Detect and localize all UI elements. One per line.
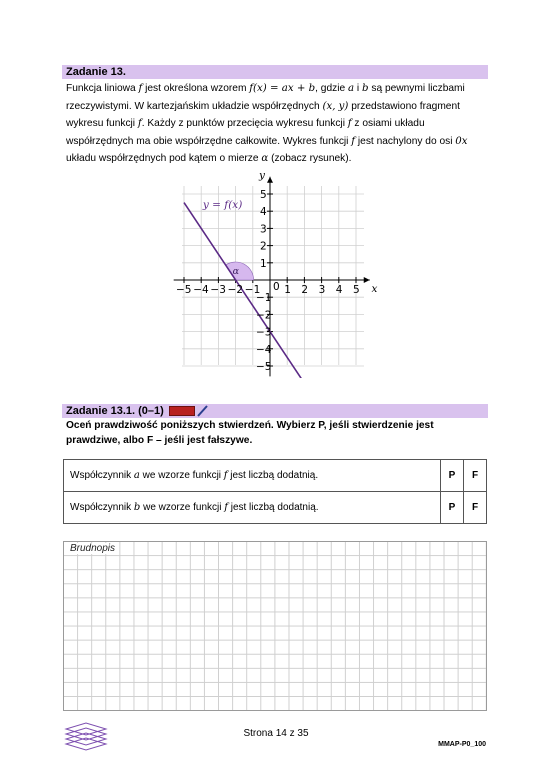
function-graph	[170, 168, 390, 378]
math-0x: 0x	[455, 135, 468, 147]
answer-p-option[interactable]: P	[441, 460, 464, 492]
math-f: f	[347, 118, 352, 129]
y-tick-label: 5	[260, 189, 267, 201]
page-number: Strona 14 z 35	[243, 728, 309, 739]
math-f: f	[223, 470, 228, 481]
x-tick-label: 3	[318, 284, 326, 296]
y-tick-label: 4	[260, 206, 267, 219]
y-tick-label: −2	[256, 309, 272, 322]
answer-f-option[interactable]: F	[464, 492, 487, 524]
x-tick-label: −3	[210, 284, 226, 296]
intro-text: (zobacz rysunek).	[268, 153, 352, 164]
math-alpha: α	[261, 153, 269, 164]
x-axis-label: x	[371, 283, 378, 295]
y-tick-label: −3	[256, 326, 272, 339]
scratch-label: Brudnopis	[70, 543, 116, 554]
intro-text: z osiami układu współrzędnych ma obie współrzędne całkowite. Wykres funkcji	[66, 118, 425, 147]
statement-text	[64, 492, 441, 524]
task-header: Zadanie 13.	[62, 65, 488, 79]
x-tick-label: 1	[284, 284, 291, 296]
task-intro	[66, 80, 486, 168]
x-tick-label: −1	[244, 284, 261, 296]
intro-text: są pewnymi liczbami rzeczywistymi. W kartezjańskim układzie współrzędnych	[66, 83, 465, 112]
scratch-area[interactable]	[63, 541, 487, 711]
math-f: f	[224, 502, 228, 513]
math-formula: f(x) = ax + b	[249, 83, 316, 94]
x-tick-label: −5	[176, 284, 192, 296]
intro-text: układu współrzędnych pod kątem o mierze	[66, 153, 262, 164]
subtask-header	[62, 404, 488, 418]
math-f: f	[351, 135, 356, 147]
angle-label: α	[232, 266, 240, 277]
x-axis-arrow	[364, 277, 370, 283]
intro-text: i	[354, 83, 362, 94]
subtask-instruction: Oceń prawdziwość poniższych stwierdzeń. Wybierz P, jeśli stwierdzenie jest prawdziwe, albo F – jeśli jest fałszywe.	[66, 420, 434, 446]
math-xy: (x, y)	[322, 100, 349, 112]
answer-f-option[interactable]: F	[464, 460, 487, 492]
x-tick-label: 5	[353, 284, 360, 296]
statement-part: we wzorze funkcji	[139, 470, 224, 481]
x-tick-label: 4	[335, 284, 343, 296]
math-a: a	[347, 83, 355, 94]
intro-text: Funkcja liniowa	[66, 83, 139, 94]
intro-text: jest nachylony do osi	[355, 135, 456, 147]
statement-part: jest liczbą dodatnią.	[227, 470, 319, 481]
statement-part: we wzorze funkcji	[140, 502, 225, 513]
points-badge-icon	[169, 406, 195, 416]
intro-text: przedstawiono fragment wykresu funkcji	[66, 100, 460, 129]
y-tick-label: −4	[256, 343, 272, 356]
statements-table	[63, 459, 487, 524]
document-code: MMAP-P0_100	[438, 741, 486, 748]
x-tick-label: 2	[301, 284, 309, 296]
statement-part: Współczynnik	[70, 502, 134, 513]
statement-part: Współczynnik	[70, 470, 134, 481]
y-tick-label: 3	[260, 223, 267, 236]
x-tick-label: −4	[193, 284, 209, 296]
math-f: f	[137, 118, 142, 129]
math-a: a	[133, 470, 140, 481]
y-tick-label: −5	[256, 361, 272, 373]
math-b: b	[362, 83, 369, 94]
math-b: b	[133, 502, 141, 513]
pencil-icon	[196, 405, 208, 417]
y-tick-label: 1	[260, 257, 267, 270]
statement-row	[64, 492, 487, 524]
intro-text: . Każdy z punktów przecięcia wykresu funkcji	[141, 118, 348, 129]
answer-p-option[interactable]: P	[441, 492, 464, 524]
function-label: y = f(x)	[202, 198, 243, 211]
math-f: f	[138, 83, 143, 94]
y-axis-arrow	[267, 177, 273, 183]
intro-text: , gdzie	[315, 83, 348, 94]
x-tick-label: −2	[227, 284, 244, 296]
statement-row	[64, 460, 487, 492]
origin-label: 0	[273, 281, 280, 293]
y-axis-label: y	[259, 169, 265, 182]
y-tick-label: 2	[260, 240, 267, 253]
subtask-title: Zadanie 13.1. (0–1)	[66, 405, 164, 417]
statement-part: jest liczbą dodatnią.	[227, 502, 319, 513]
graph-grid	[182, 186, 364, 366]
statement-text	[64, 460, 441, 492]
intro-text: jest określona wzorem	[142, 83, 250, 94]
y-tick-label: −1	[256, 292, 272, 305]
